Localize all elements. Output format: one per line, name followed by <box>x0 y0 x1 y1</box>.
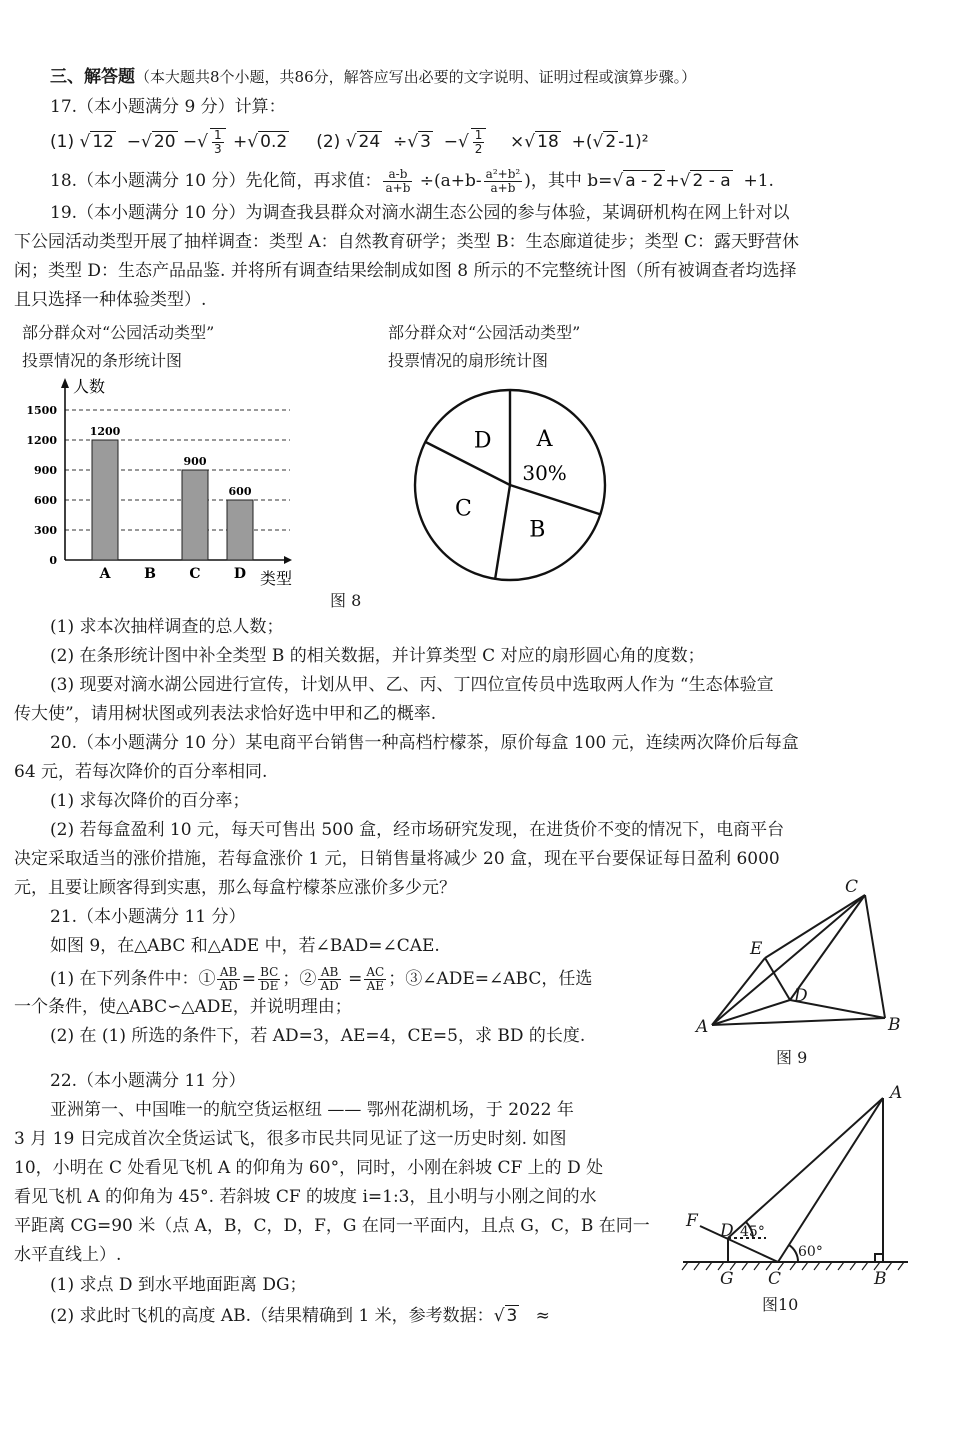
figure-10 <box>678 1078 918 1308</box>
bar-xtick-label-A: A <box>99 566 111 582</box>
bar-value-label-C: 900 <box>183 455 207 468</box>
ground-hatching <box>682 1262 904 1270</box>
pie-label-A: A <box>536 426 553 452</box>
fig10-angle-60: 60° <box>798 1244 823 1260</box>
q22-line-1: 22.（本小题满分 11 分） <box>50 1071 246 1091</box>
seg-DC <box>790 895 865 1000</box>
q20-line-2: 64 元，若每次降价的百分率相同. <box>14 762 268 782</box>
q21-f3-den: AD <box>320 979 339 993</box>
q17-rad-02: 0.2 <box>260 132 288 152</box>
fig9-label-C: C <box>845 877 859 897</box>
q20-line-3: (1) 求每次降价的百分率； <box>50 791 250 811</box>
bar-x-axis-label: 类型 <box>260 569 293 588</box>
q18-frac2-den: a+b <box>490 181 516 195</box>
arc-60 <box>789 1245 798 1262</box>
seg-AE <box>712 958 765 1025</box>
q17-frac2-num: 1 <box>474 128 483 142</box>
q18-stem: 18.（本小题满分 10 分）先化简，再求值： <box>50 171 382 191</box>
q17-stem: 17.（本小题满分 9 分）计算： <box>50 97 286 117</box>
fig10-label-G: G <box>720 1269 734 1289</box>
q21-f1-num: AB <box>217 966 239 980</box>
q21-line-3: 一个条件，使△ABC∽△ADE，并说明理由； <box>14 997 352 1017</box>
q22-approx: ≈ <box>535 1306 550 1326</box>
bar-xtick-label-B: B <box>144 566 156 582</box>
q18-rad2: 2 - a <box>692 171 731 191</box>
seg-EC <box>765 895 865 958</box>
q17-p1-label: (1) <box>50 132 75 152</box>
fig10-label-A: A <box>890 1083 903 1103</box>
pie-chart-title-1: 部分群众对“公园活动类型” <box>388 323 581 342</box>
q21-f1-den: AD <box>219 979 238 993</box>
q19-line-2: 下公园活动类型开展了抽样调查：类型 A：自然教育研学；类型 B：生态廊道徒步；类型 C：露天野营休 <box>14 232 799 252</box>
bar-ytick-label-0: 0 <box>49 554 57 567</box>
q17-expressions: (1) √ 12 −√ 20 −√ $\frac{1}{3}$ +√ 0.2 (2) √ 24 ÷√ 3 −√ $\frac{1}{2}$ ×√ 18 +(√ 2 -1)² <box>50 128 649 156</box>
q19-sub-3: (3) 现要对滴水湖公园进行宣传，计划从甲、乙、丙、丁四位宣传员中选取两人作为 “生态体验宣 <box>50 675 774 695</box>
bar-C <box>182 470 208 560</box>
bar-xtick-label-C: C <box>189 566 201 582</box>
q18-frac2-num: a²+b² <box>485 167 521 181</box>
bar-A <box>92 440 118 560</box>
q21-f3-num: AB <box>318 966 340 980</box>
bar-chart-title-2: 投票情况的条形统计图 <box>22 351 183 370</box>
bar-value-label-D: 600 <box>228 485 252 498</box>
q22-line-4: 10，小明在 C 处看见飞机 A 的仰角为 60°，同时，小刚在斜坡 CF 上的 D 处 <box>14 1158 604 1178</box>
fig10-label-B: B <box>874 1269 887 1289</box>
section-note: （本大题共8个小题，共86分，解答应写出必要的文字说明、证明过程或演算步骤。） <box>135 68 697 86</box>
q20-line-4: (2) 若每盒盈利 10 元，每天可售出 500 盒，经市场研究发现，在进货价不变的情况下，电商平台 <box>50 820 785 840</box>
seg-CB <box>865 895 885 1018</box>
fig9-label-E: E <box>750 939 763 959</box>
bar-ytick-label-1200: 1200 <box>26 434 57 447</box>
bar-ytick-label-600: 600 <box>34 494 57 507</box>
q19-sub-2: (2) 在条形统计图中补全类型 B 的相关数据，并计算类型 C 对应的扇形圆心角的度数； <box>50 646 705 666</box>
q22-line-3: 3 月 19 日完成首次全货运试飞，很多市民共同见证了这一历史时刻. 如图 <box>14 1129 567 1149</box>
figure-9-caption: 图 9 <box>776 1048 808 1067</box>
q22-last-a: (2) 求此时飞机的高度 AB.（结果精确到 1 米，参考数据： <box>50 1306 494 1326</box>
bar-ytick-label-900: 900 <box>34 464 57 477</box>
fig10-label-F: F <box>686 1211 698 1231</box>
section-header <box>50 66 696 88</box>
figure-10-caption: 图10 <box>762 1295 799 1314</box>
q19-line-3: 闲；类型 D：生态产品品鉴. 并将所有调查结果绘制成如图 8 所示的不完整统计图（所有被调查者均选择 <box>14 261 797 281</box>
q18-mid: ÷(a+b- <box>419 171 482 191</box>
q17-rad-2: 2 <box>605 132 617 152</box>
right-angle-B <box>875 1254 883 1262</box>
q19-line-1: 19.（本小题满分 10 分）为调查我县群众对滴水湖生态公园的参与体验，某调研机构在网上针对以 <box>50 203 790 223</box>
q19-line-4: 且只选择一种体验类型）. <box>14 290 207 310</box>
seg-AD <box>712 1000 790 1025</box>
fig10-label-C: C <box>768 1269 782 1289</box>
q21-l2-a: (1) 在下列条件中：① <box>50 969 216 989</box>
pie-chart <box>405 380 615 590</box>
q22-rad3: 3 <box>506 1306 518 1326</box>
q17-rad-3: 3 <box>420 132 431 152</box>
fig9-label-A: A <box>696 1017 709 1037</box>
pie-boundary-D <box>425 442 510 485</box>
q18-line: 18.（本小题满分 10 分）先化简，再求值： $\frac{a-b}{a+b}$ ÷(a+b- $\frac{\text{a²+b²}}{a+b}$ )，其中 b=√ a - 2 +√ 2 - a +1. <box>50 167 774 195</box>
bar-ytick-label-1500: 1500 <box>26 404 57 417</box>
q21-f2-den: DE <box>260 979 279 993</box>
q21-line-2: (1) 在下列条件中：① $\frac{AB}{AD}$ = $\frac{BC}{DE}$ ；② $\frac{AB}{AD}$ = $\frac{AC}{AE}$ ；③∠ADE=∠ABC，任选 <box>50 965 593 993</box>
bar-ytick-label-300: 300 <box>34 524 57 537</box>
q21-line-4: (2) 在 (1) 所选的条件下，若 AD=3，AE=4，CE=5，求 BD 的长度. <box>50 1026 586 1046</box>
pie-boundary-B <box>510 485 600 514</box>
q21-stem: 21.（本小题满分 11 分） <box>50 907 246 927</box>
pie-label-C: C <box>455 496 472 522</box>
q21-l2-b: ；② <box>282 969 317 989</box>
fig10-angle-45: 45° <box>740 1224 765 1240</box>
seg-AC <box>712 895 865 1025</box>
bar-y-axis-label: 人数 <box>73 377 106 396</box>
q20-line-5: 决定采取适当的涨价措施，若每盒涨价 1 元，日销售量将减少 20 盒，现在平台要保证每日盈利 6000 <box>14 849 780 869</box>
seg-FC <box>700 1226 778 1262</box>
q21-line-1: 如图 9，在△ABC 和△ADE 中，若∠BAD=∠CAE. <box>50 936 440 956</box>
q22-line-2: 亚洲第一、中国唯一的航空货运枢纽 —— 鄂州花湖机场，于 2022 年 <box>50 1100 574 1120</box>
fig10-label-D: D <box>720 1221 734 1241</box>
q17-rad-18: 18 <box>537 132 559 152</box>
q20-line-1: 20.（本小题满分 10 分）某电商平台销售一种高档柠檬茶，原价每盒 100 元，连续两次降价后每盒 <box>50 733 799 753</box>
figure-8-caption: 图 8 <box>330 591 362 610</box>
q17-p2-label: (2) <box>316 132 341 152</box>
bar-chart <box>20 370 320 590</box>
seg-AB <box>712 1018 885 1025</box>
q19-sub-4: 传大使”，请用树状图或列表法求恰好选中甲和乙的概率. <box>14 704 437 724</box>
q19-sub-1: (1) 求本次抽样调查的总人数； <box>50 617 284 637</box>
q21-l2-c: ；③∠ADE=∠ABC，任选 <box>388 969 593 989</box>
q17-frac1-den: 3 <box>214 142 222 156</box>
q18-frac1-den: a+b <box>385 181 411 195</box>
seg-DA <box>728 1098 883 1238</box>
q18-tail: )，其中 b= <box>524 171 613 191</box>
q21-f4-den: AE <box>366 979 385 993</box>
figure-9 <box>690 870 920 1040</box>
q22-line-7: 水平直线上）. <box>14 1245 122 1265</box>
q17-rad-24: 24 <box>358 132 381 152</box>
pie-percent-label-A: 30% <box>522 460 567 485</box>
bar-value-label-A: 1200 <box>89 425 121 438</box>
q21-f4-num: AC <box>366 965 385 979</box>
bar-x-axis-arrow <box>284 556 292 564</box>
pie-boundary-C <box>495 485 510 579</box>
bar-xtick-label-D: D <box>233 566 247 582</box>
q22-line-5: 看见飞机 A 的仰角为 45°. 若斜坡 CF 的坡度 i=1:3，且小明与小刚之间的水 <box>14 1187 597 1207</box>
pie-label-B: B <box>529 517 546 543</box>
q17-rad-12: 12 <box>92 132 114 152</box>
q17-tail: -1)² <box>618 132 649 152</box>
q18-end: +1. <box>743 171 774 191</box>
q20-line-6: 元，且要让顾客得到实惠，那么每盒柠檬茶应涨价多少元？ <box>14 878 456 898</box>
q21-f2-num: BC <box>258 966 280 980</box>
fig9-label-B: B <box>888 1015 901 1035</box>
bar-chart-title-1: 部分群众对“公园活动类型” <box>22 323 215 342</box>
q18-rad1: a - 2 <box>625 171 664 191</box>
bar-D <box>227 500 253 560</box>
fig9-label-D: D <box>794 986 808 1006</box>
section-title: 三、解答题 <box>50 67 135 87</box>
seg-ED <box>765 958 790 1000</box>
q18-frac1-num: a-b <box>383 168 412 182</box>
q17-rad-20: 20 <box>153 132 176 152</box>
q17-frac1-num: 1 <box>214 128 222 142</box>
q17-frac2-den: 2 <box>474 142 483 156</box>
q22-line-6: 平距离 CG=90 米（点 A，B，C，D，F，G 在同一平面内，且点 G，C，B 在同一 <box>14 1216 650 1236</box>
bar-y-axis-arrow <box>61 378 69 388</box>
seg-CA <box>778 1098 883 1262</box>
pie-label-D: D <box>473 428 492 454</box>
q22-line-9: (2) 求此时飞机的高度 AB.（结果精确到 1 米，参考数据：√ 3 ≈ <box>50 1306 550 1326</box>
pie-chart-title-2: 投票情况的扇形统计图 <box>388 351 549 370</box>
q22-line-8: (1) 求点 D 到水平地面距离 DG； <box>50 1275 307 1295</box>
